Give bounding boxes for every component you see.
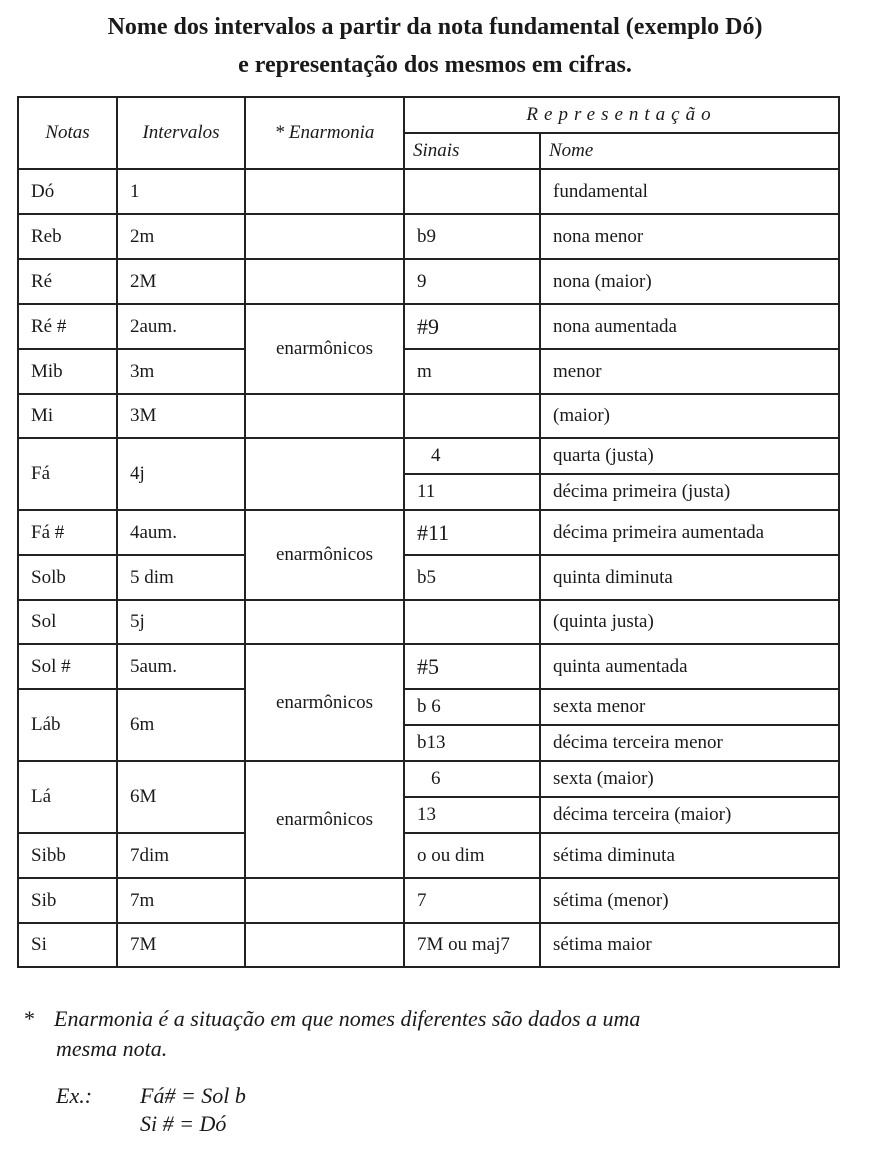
cell-nome: nona (maior) xyxy=(540,259,839,304)
table-row xyxy=(18,689,839,725)
example-line-1 xyxy=(56,1082,246,1110)
example-label: Ex.: xyxy=(56,1083,93,1108)
cell-nome: (maior) xyxy=(540,394,839,438)
table-row xyxy=(18,438,839,474)
cell-intervalo: 2aum. xyxy=(117,304,245,349)
table-row xyxy=(18,833,839,878)
cell-sinal: 13 xyxy=(404,797,540,833)
cell-enarmonia-empty xyxy=(245,878,404,923)
page-subtitle: e representação dos mesmos em cifras. xyxy=(238,52,632,78)
cell-nome: sexta menor xyxy=(540,689,839,725)
table-row xyxy=(18,761,839,797)
cell-nota: Mi xyxy=(18,394,117,438)
table-row xyxy=(18,878,839,923)
cell-nota: Sib xyxy=(18,878,117,923)
cell-enarmonia-empty xyxy=(245,214,404,259)
header-enarmonia: * Enarmonia xyxy=(245,97,404,169)
cell-sinal: 7 xyxy=(404,878,540,923)
cell-intervalo: 2m xyxy=(117,214,245,259)
cell-nome: nona menor xyxy=(540,214,839,259)
cell-sinal: 4 xyxy=(404,438,540,474)
cell-intervalo: 3m xyxy=(117,349,245,394)
table-row xyxy=(18,169,839,214)
cell-intervalo: 7M xyxy=(117,923,245,967)
table-row xyxy=(18,349,839,394)
cell-sinal: #9 xyxy=(404,304,540,349)
table-row xyxy=(18,214,839,259)
enarmonicos-label: enarmônicos xyxy=(245,644,404,761)
cell-nota: Sibb xyxy=(18,833,117,878)
cell-intervalo: 5j xyxy=(117,600,245,644)
enarmonicos-label: enarmônicos xyxy=(245,510,404,600)
enarmonicos-label: enarmônicos xyxy=(245,761,404,878)
cell-intervalo: 4j xyxy=(117,438,245,510)
cell-intervalo: 2M xyxy=(117,259,245,304)
cell-sinal: 9 xyxy=(404,259,540,304)
cell-intervalo: 7m xyxy=(117,878,245,923)
cell-enarmonia-empty xyxy=(245,394,404,438)
cell-sinal: b5 xyxy=(404,555,540,600)
cell-nome: décima primeira aumentada xyxy=(540,510,839,555)
cell-nota: Lá xyxy=(18,761,117,833)
cell-nome: quinta aumentada xyxy=(540,644,839,689)
cell-nota: Solb xyxy=(18,555,117,600)
cell-nome: menor xyxy=(540,349,839,394)
enarmonicos-label: enarmônicos xyxy=(245,304,404,394)
header-nome: Nome xyxy=(540,133,839,169)
cell-sinal: b 6 xyxy=(404,689,540,725)
cell-nota: Fá # xyxy=(18,510,117,555)
table-row xyxy=(18,644,839,689)
cell-enarmonia-empty xyxy=(245,600,404,644)
page-title: Nome dos intervalos a partir da nota fundamental (exemplo Dó) xyxy=(107,14,763,40)
cell-nome: décima terceira menor xyxy=(540,725,839,761)
cell-nome: sétima maior xyxy=(540,923,839,967)
cell-nome: quinta diminuta xyxy=(540,555,839,600)
cell-sinal: b9 xyxy=(404,214,540,259)
cell-nome: sexta (maior) xyxy=(540,761,839,797)
example-line-2 xyxy=(56,1110,226,1138)
cell-sinal xyxy=(404,169,540,214)
cell-sinal: b13 xyxy=(404,725,540,761)
cell-nota: Reb xyxy=(18,214,117,259)
cell-nota: Mib xyxy=(18,349,117,394)
cell-nota: Ré # xyxy=(18,304,117,349)
cell-intervalo: 3M xyxy=(117,394,245,438)
header-intervalos: Intervalos xyxy=(117,97,245,169)
cell-sinal: m xyxy=(404,349,540,394)
cell-nota: Fá xyxy=(18,438,117,510)
example-1: Fá# = Sol b xyxy=(140,1083,246,1108)
cell-nota: Si xyxy=(18,923,117,967)
cell-nome: fundamental xyxy=(540,169,839,214)
cell-enarmonia-empty xyxy=(245,169,404,214)
cell-enarmonia-empty xyxy=(245,259,404,304)
cell-intervalo: 1 xyxy=(117,169,245,214)
cell-intervalo: 6m xyxy=(117,689,245,761)
cell-intervalo: 5 dim xyxy=(117,555,245,600)
cell-sinal: #5 xyxy=(404,644,540,689)
cell-nome: sétima (menor) xyxy=(540,878,839,923)
header-representacao: Representação xyxy=(404,97,839,133)
example-2: Si # = Dó xyxy=(140,1111,227,1136)
footnote-line-2: mesma nota. xyxy=(56,1036,168,1061)
footnote xyxy=(24,1004,844,1064)
cell-nome: (quinta justa) xyxy=(540,600,839,644)
cell-nota: Sol xyxy=(18,600,117,644)
cell-intervalo: 5aum. xyxy=(117,644,245,689)
table-row xyxy=(18,394,839,438)
cell-sinal xyxy=(404,394,540,438)
table-row xyxy=(18,555,839,600)
cell-sinal: 6 xyxy=(404,761,540,797)
cell-nota: Dó xyxy=(18,169,117,214)
cell-sinal: o ou dim xyxy=(404,833,540,878)
cell-intervalo: 4aum. xyxy=(117,510,245,555)
table-row xyxy=(18,304,839,349)
table-row xyxy=(18,600,839,644)
cell-intervalo: 6M xyxy=(117,761,245,833)
cell-intervalo: 7dim xyxy=(117,833,245,878)
cell-enarmonia-empty xyxy=(245,923,404,967)
header-notas: Notas xyxy=(18,97,117,169)
cell-nota: Láb xyxy=(18,689,117,761)
cell-enarmonia-empty xyxy=(245,438,404,510)
cell-nome: décima primeira (justa) xyxy=(540,474,839,510)
cell-nome: quarta (justa) xyxy=(540,438,839,474)
cell-nome: nona aumentada xyxy=(540,304,839,349)
cell-sinal: 7M ou maj7 xyxy=(404,923,540,967)
cell-nota: Ré xyxy=(18,259,117,304)
cell-sinal: 11 xyxy=(404,474,540,510)
table-row xyxy=(18,259,839,304)
footnote-asterisk: * xyxy=(24,1006,35,1031)
cell-nome: décima terceira (maior) xyxy=(540,797,839,833)
table-row xyxy=(18,923,839,967)
cell-sinal xyxy=(404,600,540,644)
header-sinais: Sinais xyxy=(404,133,540,169)
cell-sinal: #11 xyxy=(404,510,540,555)
footnote-line-1: Enarmonia é a situação em que nomes diferentes são dados a uma xyxy=(54,1006,641,1031)
intervals-table xyxy=(17,96,840,968)
table-row xyxy=(18,510,839,555)
cell-nota: Sol # xyxy=(18,644,117,689)
cell-nome: sétima diminuta xyxy=(540,833,839,878)
